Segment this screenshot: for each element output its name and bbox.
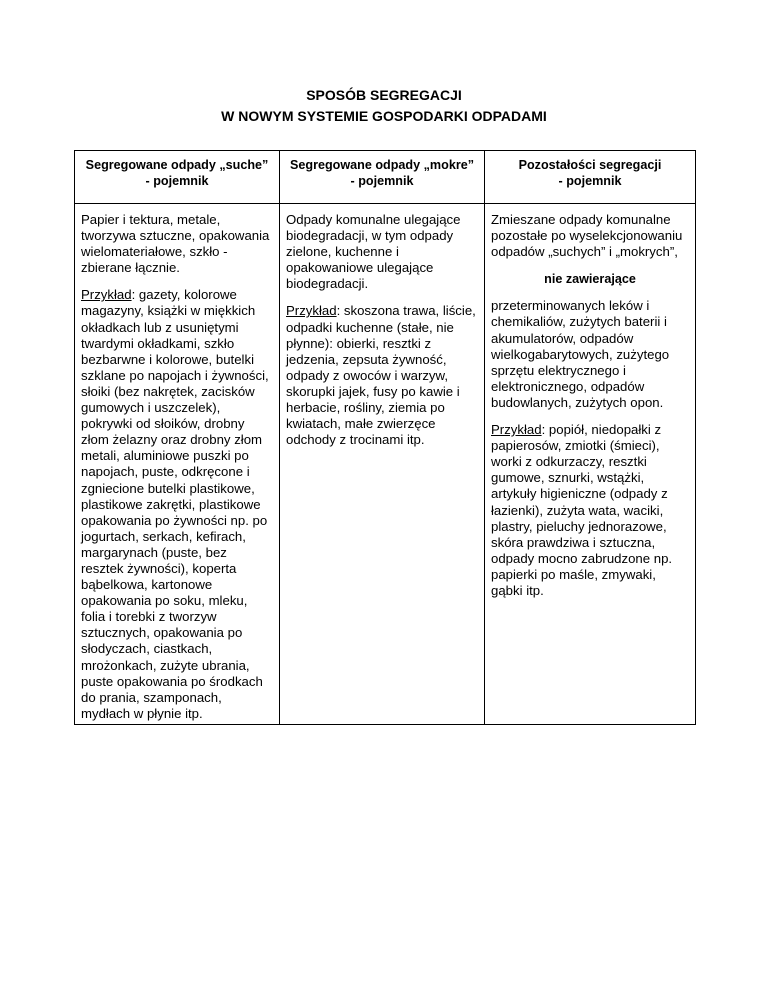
table-content-row <box>75 204 696 725</box>
header-wet-waste-line-2: - pojemnik <box>350 174 414 189</box>
segregation-table <box>74 150 696 725</box>
header-dry-waste <box>75 151 280 204</box>
document-title <box>0 85 768 127</box>
header-wet-waste-line-1: Segregowane odpady „mokre” <box>289 158 475 172</box>
header-residual-waste-line-1: Pozostałości segregacji <box>518 158 662 172</box>
cell-dry-waste <box>75 204 280 725</box>
table-header-row <box>75 151 696 204</box>
residual-waste-example-label: Przykład <box>491 422 542 438</box>
header-residual-waste <box>485 151 696 204</box>
cell-wet-waste <box>280 204 485 725</box>
header-wet-waste <box>280 151 485 204</box>
wet-waste-example-label: Przykład <box>286 303 337 319</box>
dry-waste-description: Papier i tektura, metale, tworzywa sztuczne, opakowania wielomateriałowe, szkło - zbierane łącznie. <box>81 212 270 276</box>
wet-waste-example-text: : skoszona trawa, liście, odpadki kuchenne (stałe, nie płynne): obierki, resztki z jedzenia, zepsuta żywność, odpady z owoców i warzyw, skorupki jajek, fusy po kawie i herbacie, rośliny, ziemia po kwiatach, małe zwierzęce odchody z trocinami itp. <box>286 303 476 448</box>
cell-residual-waste <box>485 204 696 725</box>
residual-waste-exclusion-text: przeterminowanych leków i chemikaliów, zużytych baterii i akumulatorów, odpadów wielkogabarytowych, zużytego sprzętu elektrycznego i elektronicznego, odpadów budowlanych, zużytych opon. <box>491 298 670 410</box>
residual-waste-example-text: : popiół, niedopałki z papierosów, zmiotki (śmieci), worki z odkurzaczy, resztki gumowe, sznurki, wstążki, artykuły higieniczne (odpady z łazienki), zużyta wata, waciki, plastry, pieluchy jednorazowe, skóra prawdziwa i sztuczna, odpady mocno zabrudzone np. papierki po maśle, zmywaki, gąbki itp. <box>491 422 673 598</box>
header-residual-waste-line-2: - pojemnik <box>558 174 622 189</box>
residual-waste-description: Zmieszane odpady komunalne pozostałe po wyselekcjonowaniu odpadów „suchych” i „mokrych”, <box>491 212 683 260</box>
residual-waste-example <box>491 422 689 599</box>
dry-waste-example-text: : gazety, kolorowe magazyny, książki w miękkich okładkach lub z usuniętymi twardymi okładkami, szkło bezbarwne i kolorowe, butelki szklane po napojach i żywności, słoiki (bez nakrętek, zacisków gumowych i uszczelek), pokrywki od słoików, drobny złom żelazny oraz drobny złom metali, aluminiowe puszki po napojach, puste, odkręcone i zgniecione butelki plastikowe, plastikowe zakrętki, plastikowe opakowania po żywności np. po jogurtach, serkach, kefirach, margarynach (puste, bez resztek żywności), koperta bąbelkowa, kartonowe opakowania po soku, mleku, folia i torebki z tworzyw sztucznych, opakowania po słodyczach, ciastkach, mrożonkach, zużyte ubrania, puste opakowania po środkach do prania, szamponach, mydłach w płynie itp. <box>81 287 269 721</box>
dry-waste-example-label: Przykład <box>81 287 132 303</box>
residual-waste-exclusion-label: nie zawierające <box>544 272 636 287</box>
title-line-1: SPOSÓB SEGREGACJI <box>306 87 462 103</box>
dry-waste-example <box>81 287 273 722</box>
header-dry-waste-line-2: - pojemnik <box>145 174 209 189</box>
wet-waste-example <box>286 303 478 448</box>
header-dry-waste-line-1: Segregowane odpady „suche” <box>85 158 269 172</box>
wet-waste-description: Odpady komunalne ulegające biodegradacji, w tym odpady zielone, kuchenne i opakowaniowe ulegające biodegradacji. <box>286 212 461 292</box>
title-line-2: W NOWYM SYSTEMIE GOSPODARKI ODPADAMI <box>221 108 547 124</box>
